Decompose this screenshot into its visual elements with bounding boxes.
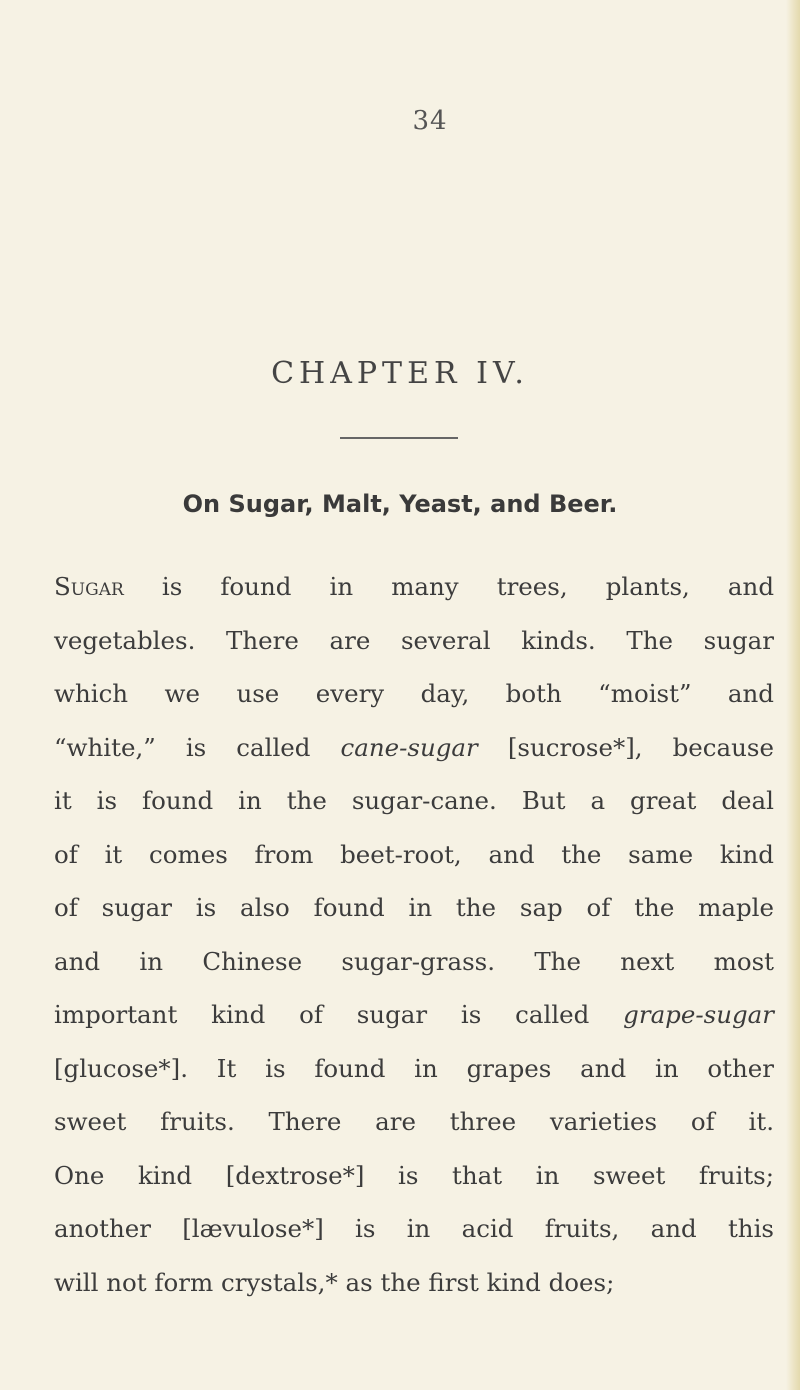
line-text: “white,” is called (54, 732, 341, 762)
text-line (54, 1149, 774, 1203)
text-line (54, 988, 774, 1042)
page-number: 34 (412, 106, 448, 136)
line-text: and in Chinese sugar-grass. The next most (54, 946, 774, 976)
line-text: [glucose*]. It is found in grapes and in other (54, 1053, 774, 1083)
page-edge (786, 0, 800, 1390)
text-line (54, 721, 774, 775)
line-text: will not form crystals,* as the first kind does; (54, 1267, 615, 1297)
line-text: is found in many trees, plants, and (123, 572, 774, 601)
lead-word: Sugar (54, 572, 124, 601)
text-line (54, 667, 774, 721)
text-line (54, 1202, 774, 1256)
italic-term: cane-sugar (340, 732, 478, 762)
line-text: important kind of sugar is called (54, 1000, 624, 1029)
line-text: it is found in the sugar-cane. But a great deal (54, 786, 774, 815)
text-line (54, 881, 774, 935)
text-line (54, 560, 774, 614)
text-line (54, 1042, 774, 1096)
italic-term: grape-sugar (623, 1000, 774, 1029)
section-title: On Sugar, Malt, Yeast, and Beer. (182, 490, 618, 518)
line-text: of it comes from beet-root, and the same kind (54, 839, 774, 869)
line-text: sweet fruits. There are three varieties of it. (54, 1107, 774, 1136)
line-text: another [lævulose*] is in acid fruits, and this (54, 1214, 774, 1243)
text-line (54, 774, 774, 828)
line-text: of sugar is also found in the sap of the maple (54, 893, 774, 922)
text-line (54, 1095, 774, 1149)
chapter-heading: CHAPTER IV. (271, 356, 529, 391)
line-text: vegetables. There are several kinds. The sugar (54, 625, 774, 655)
text-line (54, 614, 774, 668)
text-line (54, 935, 774, 989)
text-line (54, 828, 774, 882)
body-text (54, 560, 774, 1309)
text-line (54, 1256, 774, 1310)
line-text: One kind [dextrose*] is that in sweet fruits; (54, 1160, 774, 1190)
heading-rule (340, 437, 458, 439)
line-text: [sucrose*], because (477, 732, 774, 762)
line-text: which we use every day, both “moist” and (54, 679, 774, 708)
